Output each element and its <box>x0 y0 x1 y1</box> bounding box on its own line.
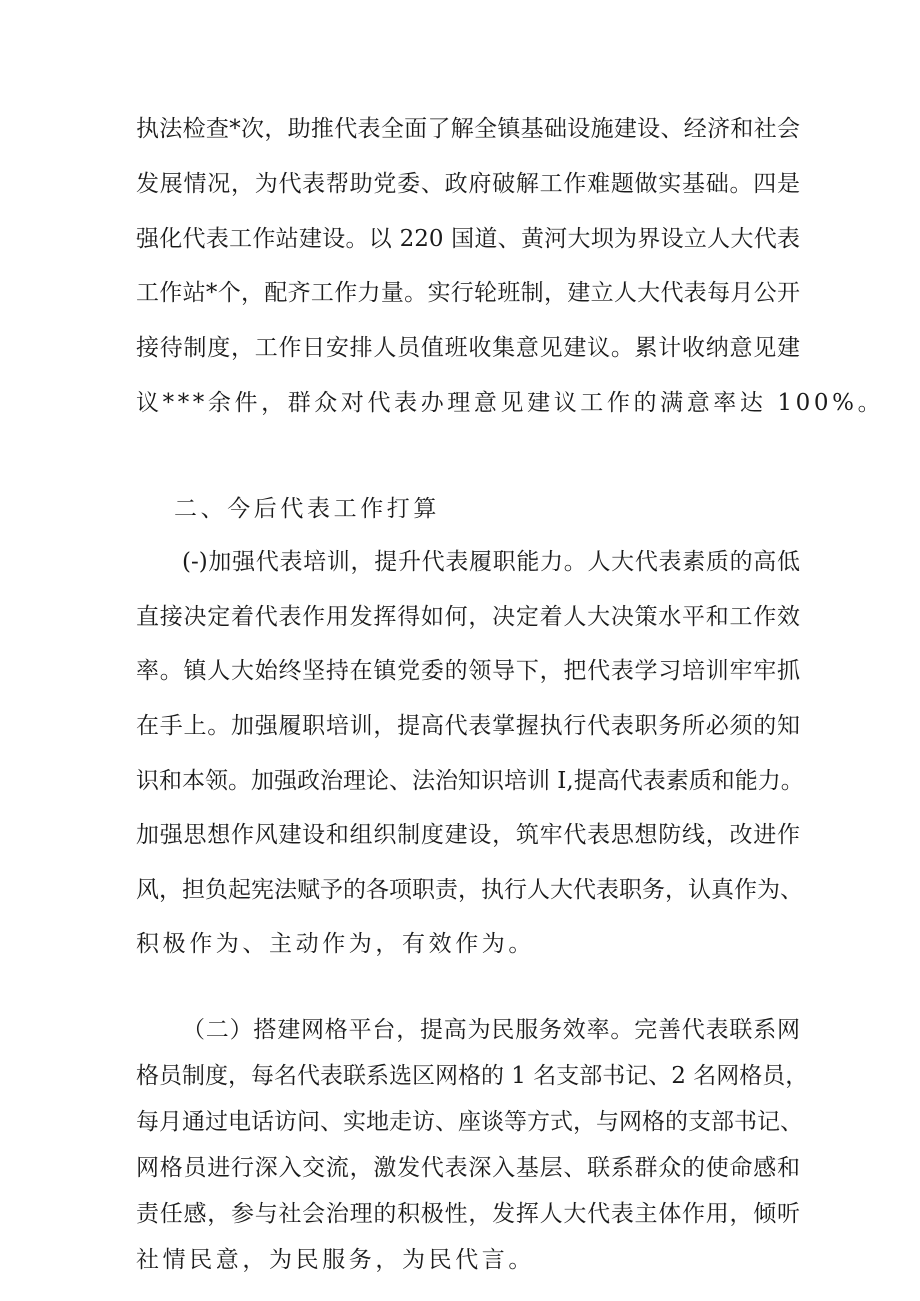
text-line: 接待制度，工作日安排人员值班收集意见建议。累计收纳意见建 <box>136 335 800 361</box>
text-line: 网格员进行深入交流，激发代表深入基层、联系群众的使命感和 <box>136 1155 800 1181</box>
text-line: 积极作为、主动作为，有效作为。 <box>136 931 535 957</box>
text-line: （二）搭建网格平台，提高为民服务效率。完善代表联系网 <box>182 1017 800 1043</box>
text-line: 强化代表工作站建设。以 220 国道、黄河大坝为界设立人大代表 <box>136 226 800 252</box>
text-line: 议***余件，群众对代表办理意见建议工作的满意率达 100%。 <box>136 390 885 416</box>
text-line: 识和本领。加强政治理论、法治知识培训 I,提高代表素质和能力。 <box>136 768 804 794</box>
text-line: 每月通过电话访问、实地走访、座谈等方式，与网格的支部书记、 <box>136 1109 803 1135</box>
section-heading: 二、今后代表工作打算 <box>174 496 440 522</box>
text-line: 直接决定着代表作用发挥得如何，决定着人大决策水平和工作效 <box>136 604 800 630</box>
text-line: 工作站*个，配齐工作力量。实行轮班制，建立人大代表每月公开 <box>136 280 800 306</box>
text-line: 执法检查*次，助推代表全面了解全镇基础设施建设、经济和社会 <box>136 116 800 142</box>
text-line: 风，担负起宪法赋予的各项职责，执行人大代表职务，认真作为、 <box>136 877 803 903</box>
text-line: (-)加强代表培训，提升代表履职能力。人大代表素质的高低 <box>182 549 800 575</box>
text-line: 格员制度，每名代表联系选区网格的 1 名支部书记、2 名网格员， <box>136 1063 809 1089</box>
text-line: 在手上。加强履职培训，提高代表掌握执行代表职务所必须的知 <box>136 713 800 739</box>
text-line: 责任感，参与社会治理的积极性，发挥人大代表主体作用，倾听 <box>136 1201 800 1227</box>
text-line: 加强思想作风建设和组织制度建设，筑牢代表思想防线，改进作 <box>136 822 800 848</box>
text-line: 发展情况，为代表帮助党委、政府破解工作难题做实基础。四是 <box>136 171 800 197</box>
text-line: 社情民意，为民服务，为民代言。 <box>136 1247 535 1273</box>
text-line: 率。镇人大始终坚持在镇党委的领导下，把代表学习培训牢牢抓 <box>136 658 800 684</box>
